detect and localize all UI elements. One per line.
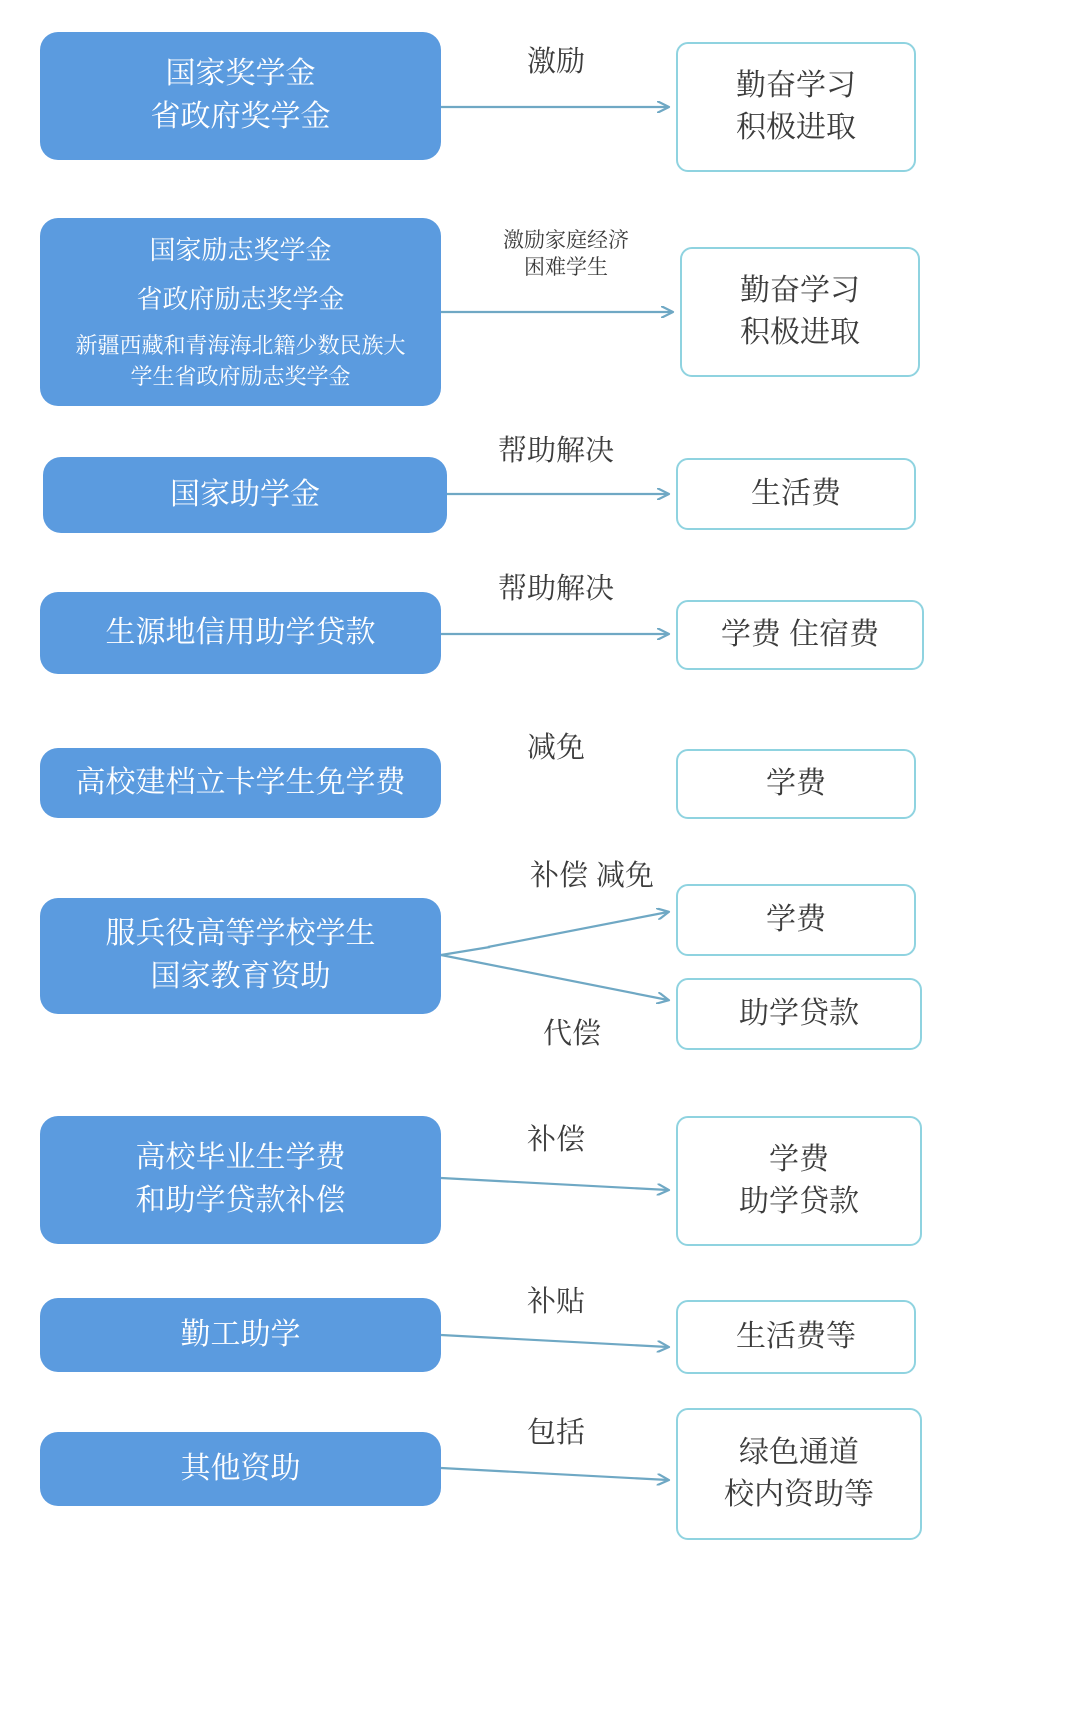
source-box-4-line-1: 生源地信用助学贷款 [105,615,376,649]
edge-label-1-text: 激励 [526,46,585,78]
target-box-8-line-1: 生活费等 [736,1320,856,1353]
target-box-2-line-1: 勤奋学习 [740,274,860,307]
target-box-5 [676,749,916,819]
target-box-9-line-2: 校内资助等 [724,1478,874,1511]
edge-label-6b [492,1016,652,1054]
target-box-6b [676,978,922,1050]
target-box-5-line-1: 学费 [766,767,826,800]
source-box-7-line-1: 高校毕业生学费 [135,1141,346,1175]
source-box-2-line-4: 学生省政府励志奖学金 [130,363,351,389]
source-box-1 [40,32,441,160]
source-box-2-line-1: 国家励志奖学金 [149,234,332,265]
target-box-4-line-1: 学费 住宿费 [720,618,880,651]
target-box-7-line-1: 学费 [769,1143,829,1176]
source-box-5-line-1: 高校建档立卡学生免学费 [75,765,406,799]
edge-label-7 [468,1122,644,1160]
target-box-7 [676,1116,922,1246]
source-box-9 [40,1432,441,1506]
source-box-8 [40,1298,441,1372]
edge-label-3-text: 帮助解决 [497,435,614,467]
source-box-6 [40,898,441,1014]
target-box-1-line-1: 勤奋学习 [736,69,856,102]
source-box-2-line-2: 省政府励志奖学金 [136,283,345,314]
edge-label-6b-text: 代偿 [542,1018,601,1050]
edge-label-7-text: 补偿 [526,1124,585,1156]
edge-label-4 [468,571,644,609]
source-box-5 [40,748,441,818]
source-box-3 [43,457,447,533]
source-box-3-line-1: 国家助学金 [170,477,320,511]
target-box-2-line-2: 积极进取 [740,316,860,349]
source-box-4 [40,592,441,674]
edge-label-8 [468,1284,644,1322]
source-box-9-line-1: 其他资助 [180,1451,301,1485]
edge-label-8-text: 补贴 [526,1286,585,1318]
source-box-6-line-1: 服兵役高等学校学生 [105,917,376,951]
edge-label-5 [468,730,644,768]
target-box-2 [680,247,920,377]
source-box-8-line-1: 勤工助学 [180,1317,301,1351]
source-box-1-line-2: 省政府奖学金 [150,100,331,133]
edge-label-6a-text: 补偿 减免 [529,860,655,892]
target-box-9 [676,1408,922,1540]
edge-label-2-text-2: 困难学生 [524,256,608,280]
target-box-1 [676,42,916,172]
edge-label-6a [492,858,692,896]
source-box-2 [40,218,441,406]
target-box-6a [676,884,916,956]
edge-label-4-text: 帮助解决 [497,573,614,605]
target-box-7-line-2: 助学贷款 [739,1185,859,1218]
edge-label-1 [468,44,644,82]
edge-label-2 [478,227,654,282]
edge-label-9-text: 包括 [526,1417,585,1449]
edge-label-9 [468,1415,644,1453]
target-box-4 [676,600,924,670]
source-box-2-line-3: 新疆西藏和青海海北籍少数民族大 [75,332,406,358]
target-box-9-line-1: 绿色通道 [739,1436,859,1469]
target-box-6b-line-1: 助学贷款 [739,997,859,1030]
target-box-3 [676,458,916,530]
source-box-7-line-2: 和助学贷款补偿 [135,1184,346,1217]
target-box-6a-line-1: 学费 [766,903,826,936]
edge-label-5-text: 减免 [526,732,585,764]
source-box-6-line-2: 国家教育资助 [150,960,331,993]
source-box-1-line-1: 国家奖学金 [165,57,316,91]
edge-label-3 [468,433,644,471]
source-box-7 [40,1116,441,1244]
target-box-1-line-2: 积极进取 [736,111,856,144]
target-box-8 [676,1300,916,1374]
edge-label-2-text-1: 激励家庭经济 [503,229,629,252]
target-box-3-line-1: 生活费 [751,477,841,510]
